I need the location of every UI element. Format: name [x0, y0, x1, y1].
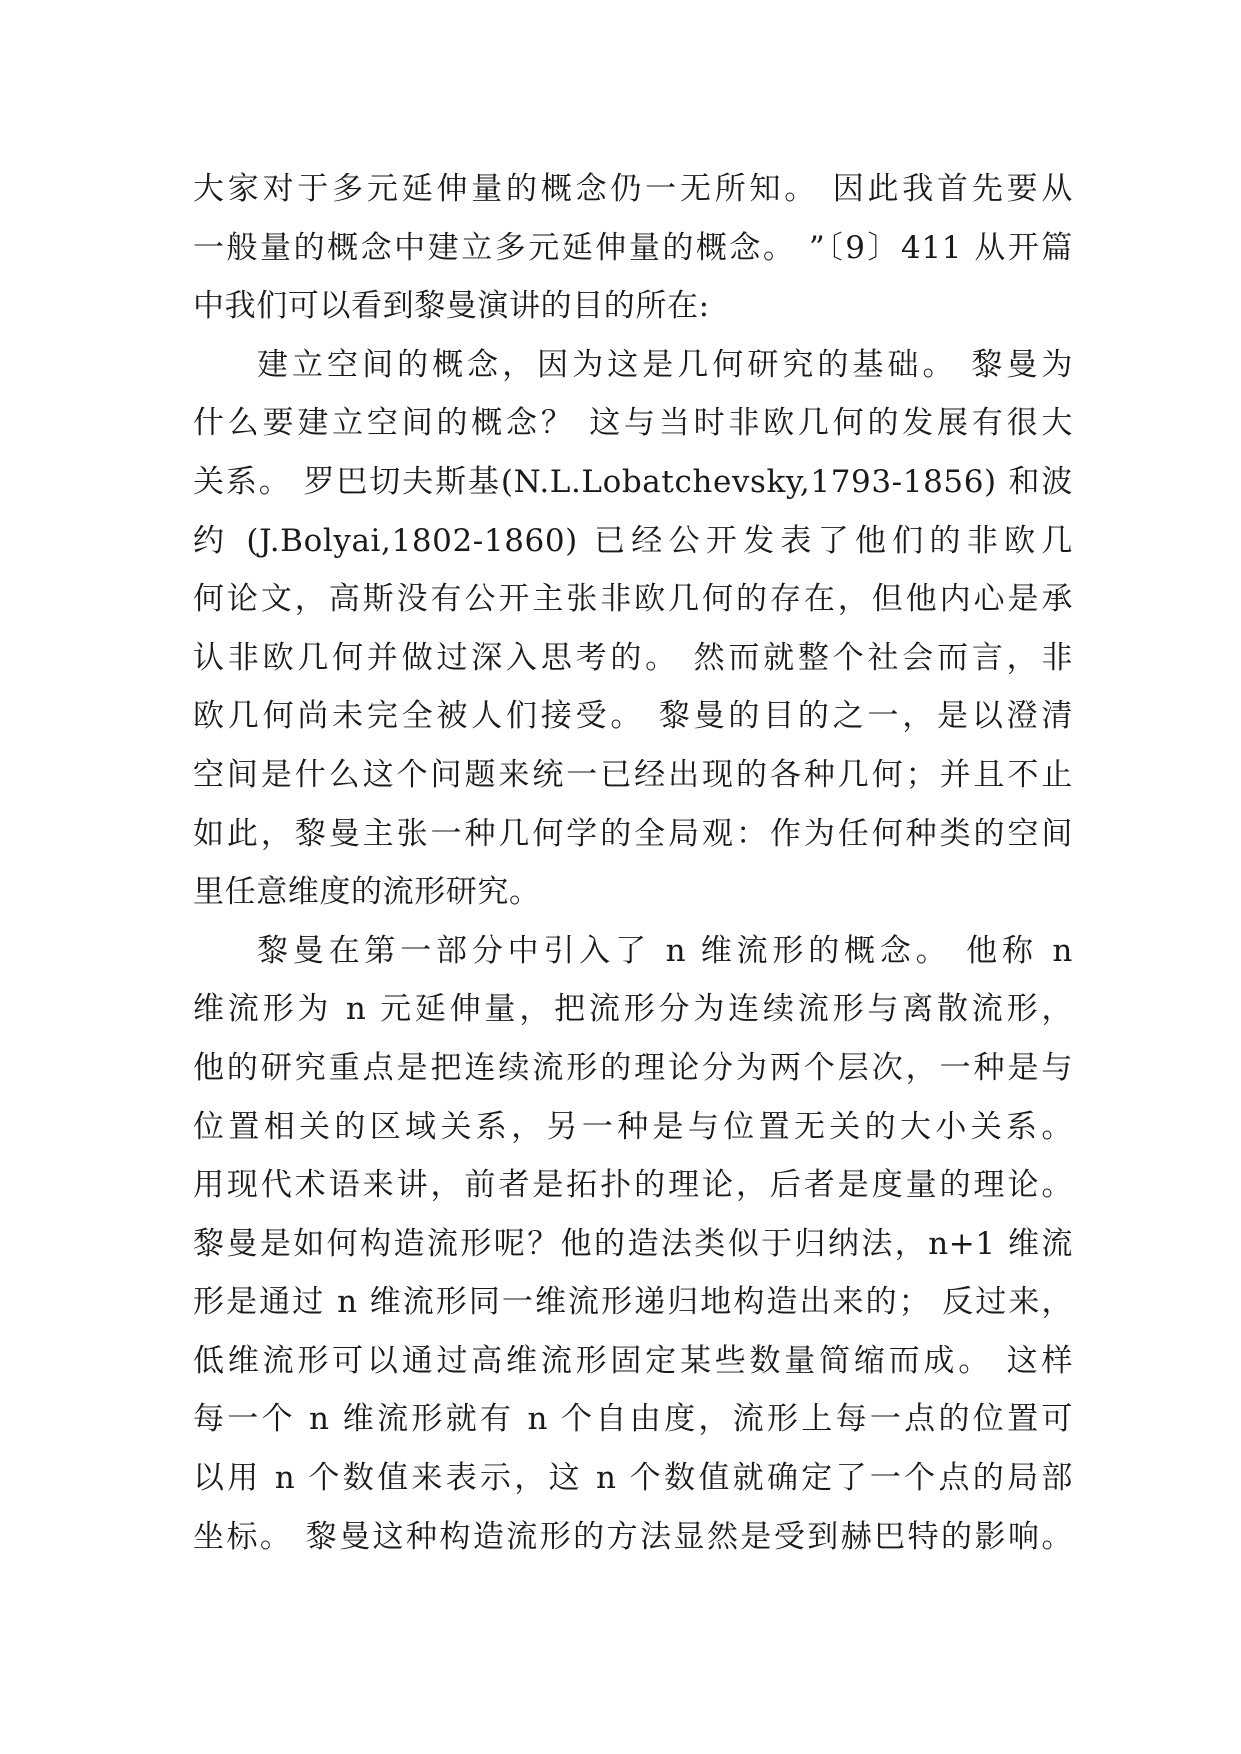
text-line: 中我们可以看到黎曼演讲的目的所在: — [193, 288, 710, 325]
text-line: 欧几何尚未完全被人们接受。 黎曼的目的之一，是以澄清 — [193, 698, 1073, 735]
text-line: 用现代术语来讲，前者是拓扑的理论，后者是度量的理论。 — [193, 1167, 1073, 1204]
paragraph-first-line: 黎曼在第一部分中引入了 n 维流形的概念。 他称 n — [257, 932, 1073, 969]
text-line: 大家对于多元延伸量的概念仍一无所知。 因此我首先要从 — [193, 171, 1073, 207]
text-line: 位置相关的区域关系，另一种是与位置无关的大小关系。 — [193, 1108, 1073, 1145]
text-line: 低维流形可以通过高维流形固定某些数量简缩而成。 这样 — [193, 1342, 1073, 1379]
text-line: 什么要建立空间的概念？ 这与当时非欧几何的发展有很大 — [193, 405, 1073, 442]
text-line: 维流形为 n 元延伸量，把流形分为连续流形与离散流形， — [193, 991, 1073, 1028]
text-line: 如此，黎曼主张一种几何学的全局观：作为任何种类的空间 — [193, 815, 1073, 852]
text-line: 黎曼是如何构造流形呢？他的造法类似于归纳法，n+1 维流 — [193, 1225, 1073, 1262]
text-line: 约 (J.Bolyai,1802-1860) 已经公开发表了他们的非欧几 — [193, 522, 1073, 559]
text-line: 以用 n 个数值来表示，这 n 个数值就确定了一个点的局部 — [193, 1460, 1073, 1497]
paragraph-first-line: 建立空间的概念，因为这是几何研究的基础。 黎曼为 — [257, 346, 1073, 383]
text-line: 认非欧几何并做过深入思考的。 然而就整个社会而言，非 — [193, 639, 1073, 676]
text-line: 里任意维度的流形研究。 — [193, 874, 541, 911]
text-line: 何论文，高斯没有公开主张非欧几何的存在，但他内心是承 — [193, 581, 1073, 618]
text-line: 坐标。 黎曼这种构造流形的方法显然是受到赫巴特的影响。 — [193, 1518, 1073, 1555]
text-line: 空间是什么这个问题来统一已经出现的各种几何；并且不止 — [193, 756, 1073, 793]
body-text — [193, 160, 1073, 1566]
text-line: 一般量的概念中建立多元延伸量的概念。 ”〔9〕411 从开篇 — [193, 229, 1073, 266]
text-line: 他的研究重点是把连续流形的理论分为两个层次，一种是与 — [193, 1049, 1073, 1086]
text-line: 每一个 n 维流形就有 n 个自由度，流形上每一点的位置可 — [193, 1401, 1073, 1438]
text-line: 关系。 罗巴切夫斯基(N.L.Lobatchevsky,1793-1856) 和波 — [193, 463, 1073, 500]
text-line: 形是通过 n 维流形同一维流形递归地构造出来的； 反过来， — [193, 1284, 1073, 1321]
